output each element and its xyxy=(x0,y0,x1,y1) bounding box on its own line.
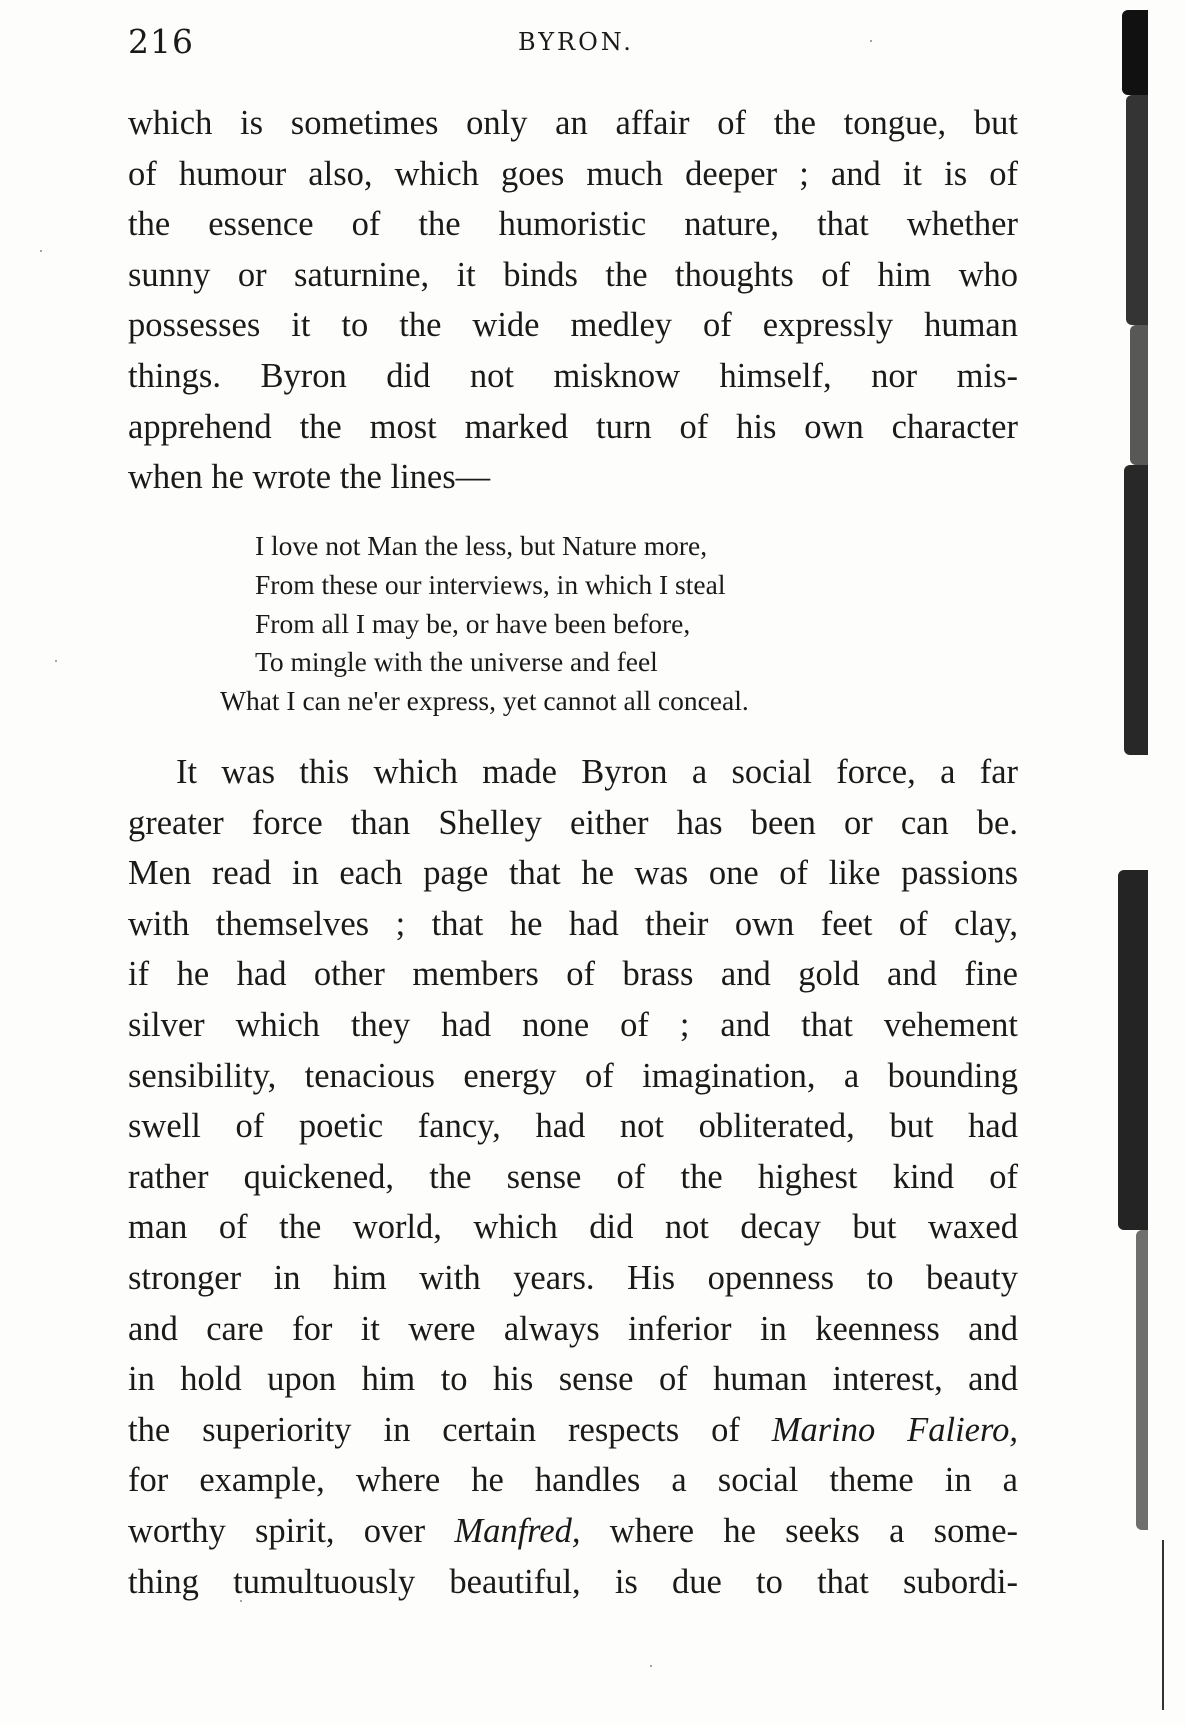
page-header xyxy=(128,22,1018,62)
poem-line: I love not Man the less, but Nature more, xyxy=(255,530,708,561)
text-line: of humour also, which goes much deeper ; and it is of xyxy=(128,154,1018,193)
scan-speck xyxy=(240,1600,242,1602)
text-line: with themselves ; that he had their own feet of clay, xyxy=(128,904,1018,943)
text-line: sensibility, tenacious energy of imagination, a bounding xyxy=(128,1056,1018,1095)
work-title-italic: Marino Faliero, xyxy=(771,1410,1019,1449)
text-line: stronger in him with years. His openness to beauty xyxy=(128,1258,1018,1297)
text-segment: the superiority in certain respects of xyxy=(128,1410,772,1449)
text-line: possesses it to the wide medley of expressly human xyxy=(128,306,1018,345)
text-line: sunny or saturnine, it binds the thoughts of him who xyxy=(128,255,1018,294)
poem-line: What I can ne'er express, yet cannot all conceal. xyxy=(220,685,749,717)
running-head: BYRON. xyxy=(518,28,634,56)
text-line-with-title xyxy=(128,1405,1018,1456)
scan-edge-shadow xyxy=(1118,10,1148,1710)
text-line: thing tumultuously beautiful, is due to that subordi- xyxy=(128,1562,1018,1601)
work-title-italic: Manfred, xyxy=(454,1511,581,1550)
page-edge-line xyxy=(1162,1540,1164,1710)
text-line: silver which they had none of ; and that vehement xyxy=(128,1005,1018,1044)
text-segment: where he seeks a some- xyxy=(580,1511,1018,1550)
poem-line: From all I may be, or have been before, xyxy=(255,607,691,639)
text-line: and care for it were always inferior in keenness and xyxy=(128,1309,1018,1348)
text-line: for example, where he handles a social theme in a xyxy=(128,1461,1018,1500)
paragraph-1 xyxy=(128,98,1018,503)
text-line: Men read in each page that he was one of like passions xyxy=(128,854,1018,893)
text-line: things. Byron did not misknow himself, nor mis- xyxy=(128,356,1018,395)
scan-speck xyxy=(870,40,872,42)
text-line: if he had other members of brass and gold and fine xyxy=(128,955,1018,994)
text-segment: worthy spirit, over xyxy=(128,1511,455,1550)
scan-speck xyxy=(650,1665,652,1667)
scan-speck xyxy=(55,660,57,662)
text-line: which is sometimes only an affair of the tongue, but xyxy=(128,104,1018,142)
text-line: rather quickened, the sense of the highest kind of xyxy=(128,1157,1018,1196)
text-line: It was this which made Byron a social force, a far xyxy=(176,753,1018,791)
scan-speck xyxy=(40,250,42,252)
text-line: apprehend the most marked turn of his own character xyxy=(128,407,1018,446)
text-line: man of the world, which did not decay but waxed xyxy=(128,1208,1018,1247)
paragraph-2 xyxy=(128,747,1018,1607)
text-line: swell of poetic fancy, had not obliterated, but had xyxy=(128,1107,1018,1146)
text-line: when he wrote the lines— xyxy=(128,458,491,497)
poem-quotation xyxy=(220,527,940,721)
poem-line: To mingle with the universe and feel xyxy=(255,646,658,678)
text-line: greater force than Shelley either has been or can be. xyxy=(128,803,1018,842)
text-line: in hold upon him to his sense of human interest, and xyxy=(128,1360,1018,1399)
text-line-with-title xyxy=(128,1506,1018,1557)
poem-line: From these our interviews, in which I steal xyxy=(255,568,726,600)
page-number: 216 xyxy=(128,22,194,61)
text-line: the essence of the humoristic nature, that whether xyxy=(128,205,1018,244)
